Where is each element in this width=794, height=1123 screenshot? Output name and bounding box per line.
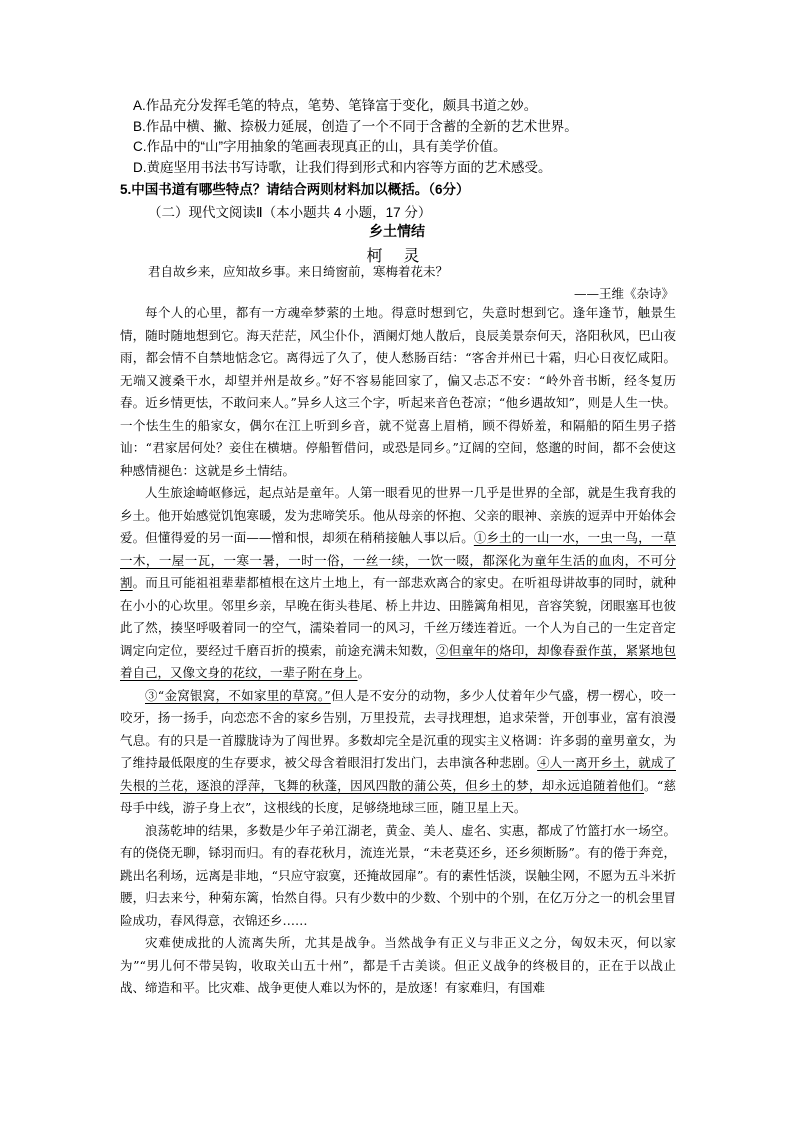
option-a: A.作品充分发挥毛笔的特点，笔势、笔锋富于变化，颇具书道之妙。 [133,98,538,113]
paragraph-2-text-a: 人生旅途崎岖修远，起点站是童年。人第一眼看见的世界一几乎是世界的全部，就是生我育我的乡土。他开始感觉饥饱寒暖，发为悲啼笑乐。他从母亲的怀抱、父亲的眼神、亲族的逗弄中开始体会爱。但懂得爱的另一面——憎和恨，却须在稍稍接触人事以后。 [120,485,676,545]
section-heading: （二）现代文阅读Ⅱ（本小题共 4 小题，17 分） [148,205,432,220]
underlined-sentence-2: ②但童年的烙印，却像春蚕作茧，紧紧地包着自己，又像文身的花纹，一辈子附在身上 [120,642,676,680]
option-c: C.作品中的“山”字用抽象的笔画表现真正的山，具有美学价值。 [133,139,507,154]
option-d: D.黄庭坚用书法书写诗歌，让我们得到形式和内容等方面的艺术感受。 [133,160,552,175]
paragraph-3-text-a: 但人是不安分的动物，多少人仗着年少气盛，楞一楞心，咬一咬牙，扬一扬手，向恋恋不舍的家乡告别，万里投荒，去寻找理想，追求荣誉，开创事业，富有浪漫气息。有的只是一首朦胧诗为了闯世界。多数却完全是沉重的现实主义格调：许多弱的童男童女，为了维持最低限度的生存要求，被父母含着眼泪打发出门，去串演各种悲剧。 [120,687,676,770]
paragraph-2 [120,482,676,685]
article-title: 乡土情结 [369,224,425,240]
epigraph: 君自故乡来，应知故乡事。来日绮窗前，寒梅着花未？ [148,264,449,279]
paragraph-3-text-b: 。“慈母手中线，游子身上衣”，这根线的长度，足够绕地球三匝，随卫星上天。 [120,777,676,815]
underlined-sentence-3: ③“金窝银窝，不如家里的草窝。” [145,687,331,703]
article-author: 柯 灵 [366,246,428,265]
epigraph-source: ——王维《杂诗》 [573,286,674,301]
paragraph-3 [120,685,676,820]
paragraph-2-text-c: 。 [357,665,371,680]
underlined-sentence-1: ①乡土的一山一水，一虫一鸟，一草一木，一屋一瓦，一寒一暑，一时一俗，一丝一续，一饮一啜，都深化为童年生活的血肉，不可分割 [120,530,676,590]
article-body [120,302,676,1000]
underlined-sentence-4: ④人一离开乡土，就成了失根的兰花，逐浪的浮萍，飞舞的秋蓬，因风四散的蒲公英，但乡土的梦，却永远追随着他们 [120,755,676,793]
paragraph-2-text-b: 。而且可能祖祖辈辈都植根在这片土地上，有一部悲欢离合的家史。在听祖母讲故事的同时，就种在小小的心坎里。邻里乡亲，早晚在街头巷尾、桥上井边、田塍篱角相见，音容笑貌，闭眼塞耳也彼此了然，揍坚呼吸着同一的空气，濡染着同一的风习，千丝万缕连着近。一个人为自己的一生定音定调定向定位，要经过千磨百折的摸索，前途充满未知数， [120,575,676,658]
question-5: 5.中国书道有哪些特点？请结合两则材料加以概括。（6分） [120,182,470,197]
paragraph-1: 每个人的心里，都有一方魂牵梦萦的土地。得意时想到它，失意时想到它。逢年逢节，触景生情，随时随地想到它。海天茫茫，风尘仆仆，酒阑灯灺人散后，良辰美景奈何天，洛阳秋风，巴山夜雨，都会情不自禁地惦念它。离得远了久了，使人愁肠百结：“客舍并州已十霜，归心日夜忆咸阳。无端又渡桑干水，却望并州是故乡。”好不容易能回家了，偏又忐忑不安：“岭外音书断，经冬复历春。近乡情更怯，不敢问来人。”异乡人这三个字，听起来音色苍凉；“他乡遇故知”，则是人生一快。一个怯生生的船家女，偶尔在江上听到乡音，就不觉喜上眉梢，顾不得娇羞，和隔船的陌生男子搭讪：“君家居何处？妾住在横塘。停船暂借问，或恐是同乡。”辽阔的空间，悠邈的时间，都不会使这种感情褪色：这就是乡土情结。 [120,305,676,478]
paragraph-5: 灾难使成批的人流离失所，尤其是战争。当然战争有正义与非正义之分，匈奴未灭，何以家为”“男儿何不带吴钩，收取关山五十州”，都是千古美谈。但正义战争的终极目的，正在于以战止战、缔造和平。比灾难、战争更使人难以为怀的，是放逐！有家难归，有国难 [120,935,676,995]
option-b: B.作品中横、撇、捺极力延展，创造了一个不同于含蓄的全新的艺术世界。 [133,119,578,134]
paragraph-4: 浪荡乾坤的结果，多数是少年子弟江湖老，黄金、美人、虚名、实惠，都成了竹篮打水一场空。有的侥侥无聊，铩羽而归。有的春花秋月，流连光景，“未老莫还乡，还乡须断肠”。有的倦于奔竞，跳出名利场，远离是非地，“只应守寂寞，还掩故园扉”。有的素性恬淡，误触尘网，不愿为五斗米折腰，归去来兮，种菊东篱，怡然自得。只有少数中的少数、个别中的个别，在亿万分之一的机会里冒险成功，春风得意，衣锦还乡…… [120,822,676,928]
